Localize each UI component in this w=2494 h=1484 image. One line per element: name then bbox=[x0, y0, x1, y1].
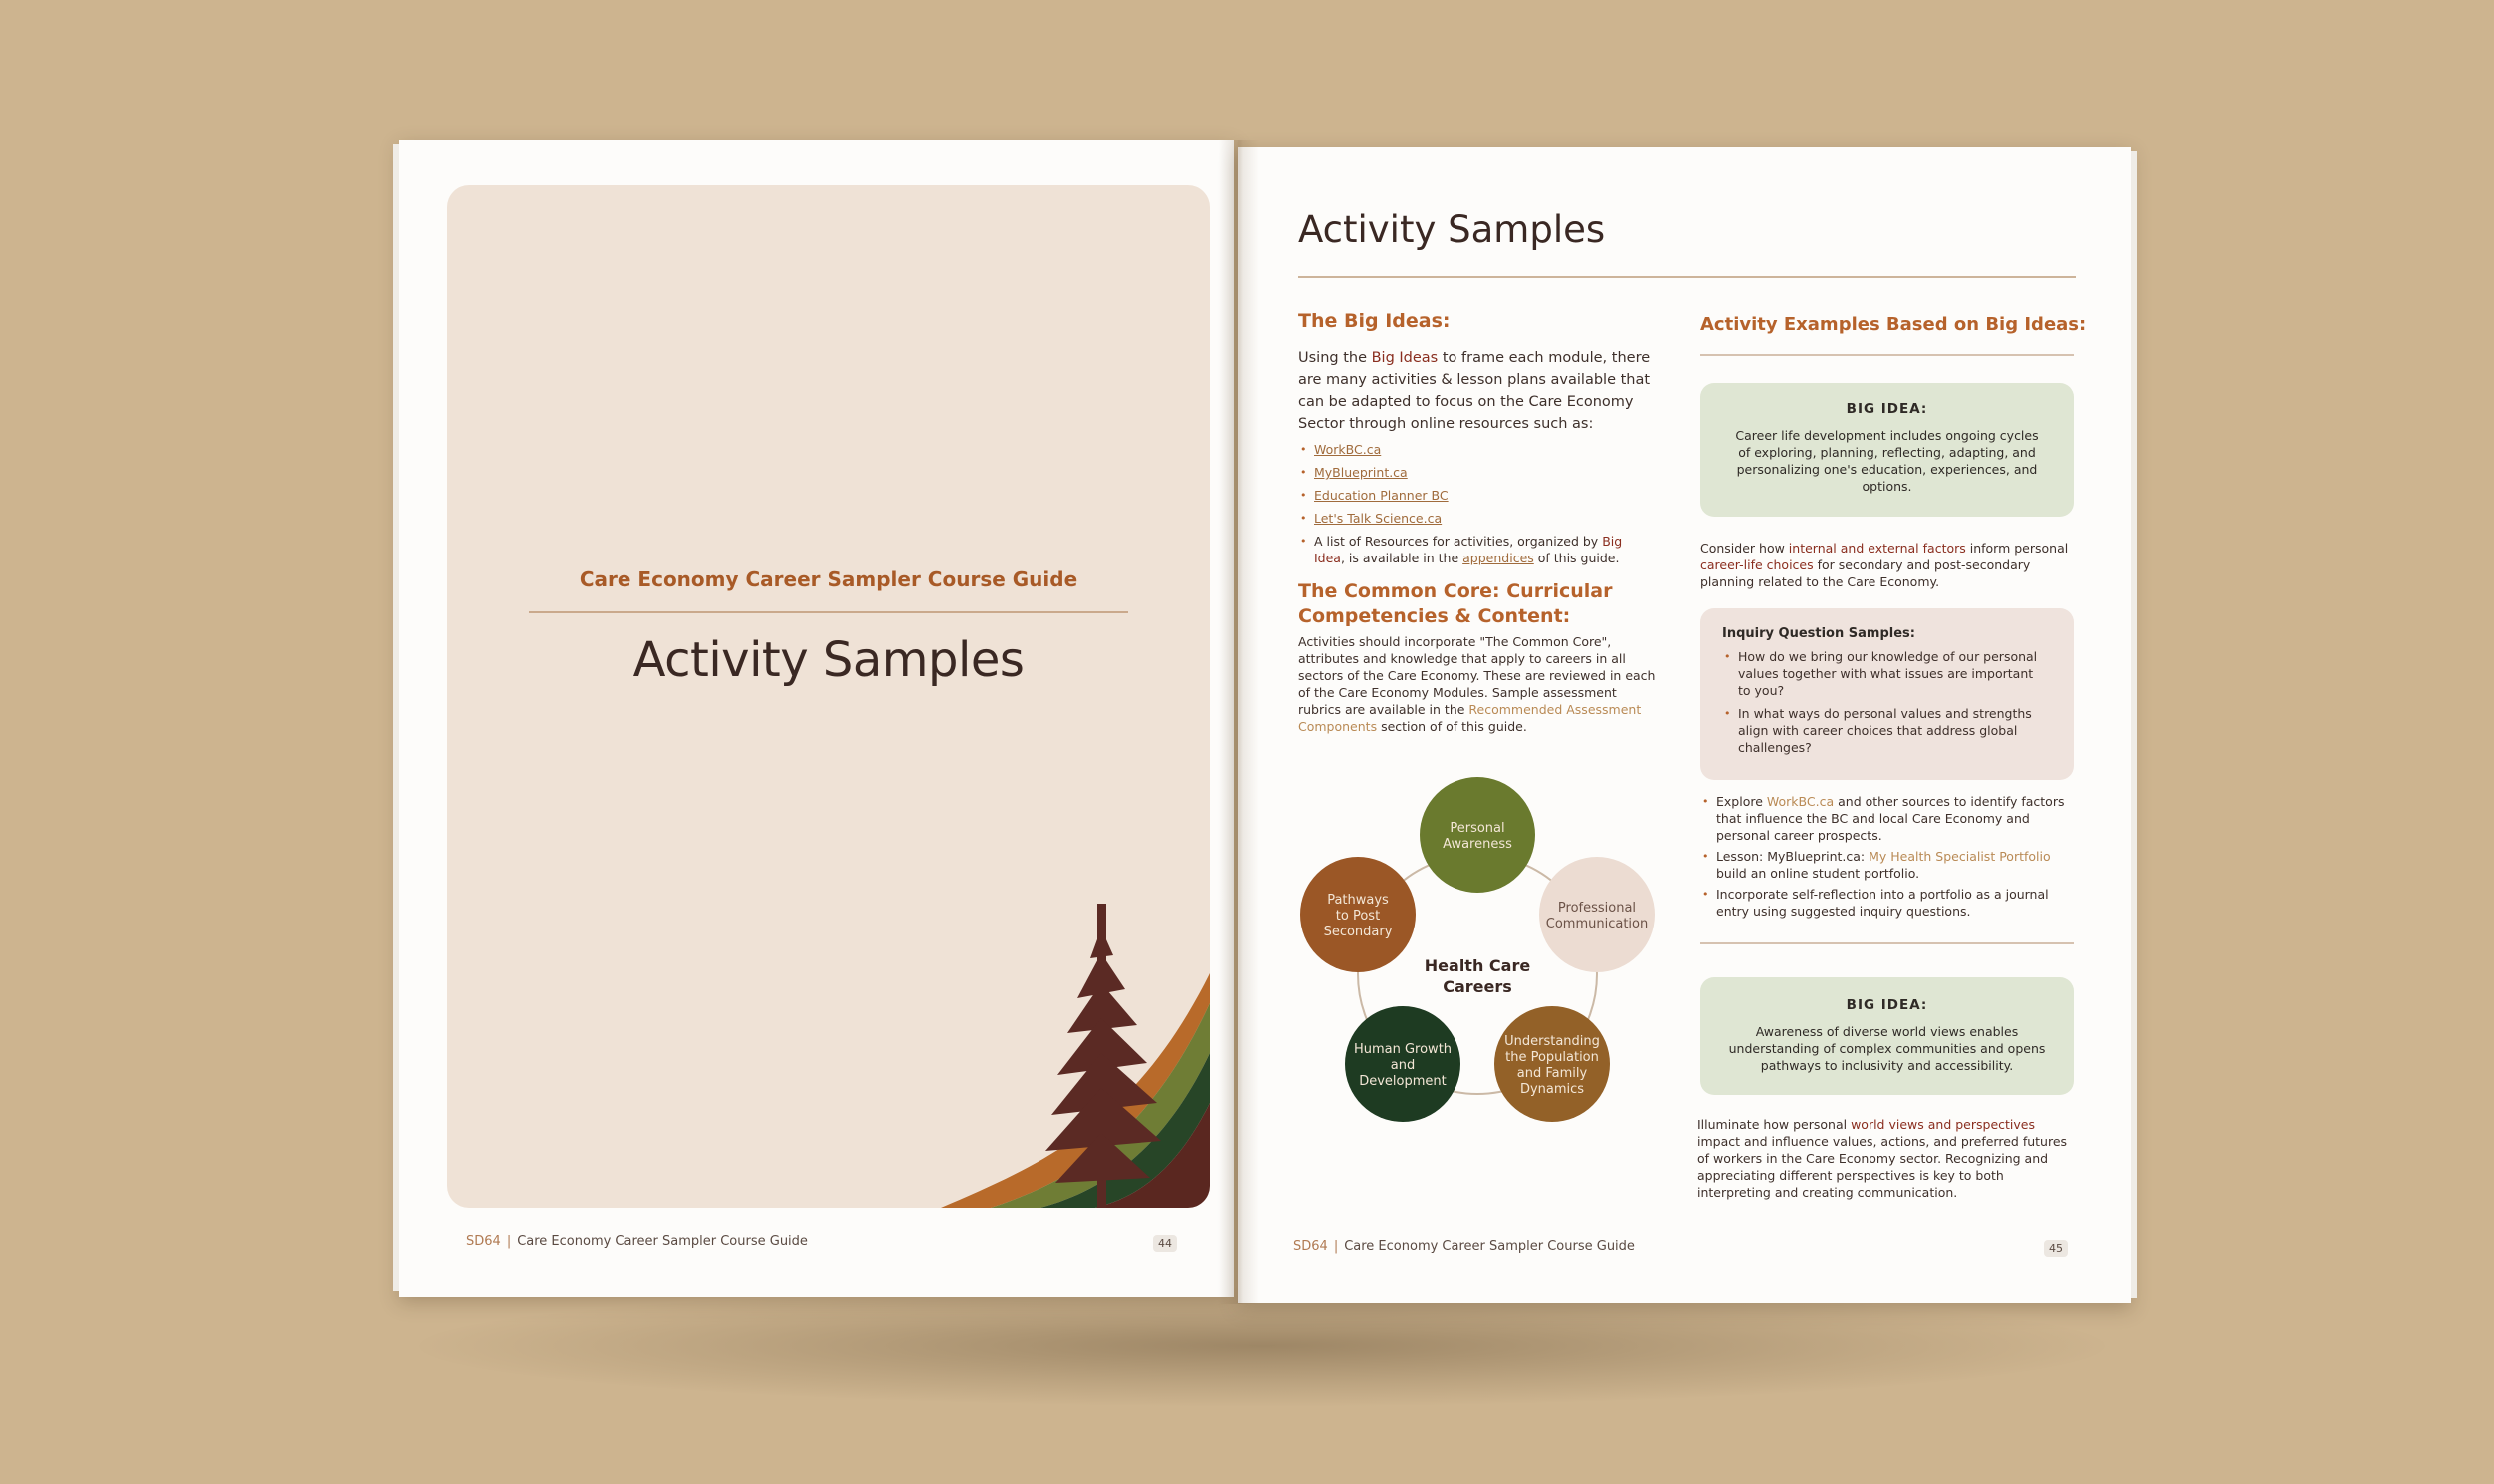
appendices-link[interactable]: appendices bbox=[1462, 551, 1534, 565]
right-footer bbox=[1293, 1239, 1635, 1254]
cover-panel bbox=[447, 186, 1210, 1208]
education-planner-link[interactable]: Education Planner BC bbox=[1314, 488, 1449, 503]
list-item bbox=[1700, 848, 2079, 882]
examples-heading: Activity Examples Based on Big Ideas: bbox=[1700, 314, 2087, 335]
text: impact and influence values, actions, and preferred futures of workers in the Care Economy sector. Recognizing and appreciating different perspectives is key to both interpreting and creating communication. bbox=[1697, 1134, 2068, 1200]
list-item bbox=[1298, 484, 1657, 507]
list-item bbox=[1298, 507, 1657, 530]
big-ideas-heading: The Big Ideas: bbox=[1298, 310, 1451, 332]
resource-links-list bbox=[1298, 438, 1657, 530]
page-edge bbox=[393, 144, 399, 1291]
text: build an online student portfolio. bbox=[1716, 866, 1920, 881]
footer-code: SD64 bbox=[466, 1234, 501, 1249]
common-core-text bbox=[1298, 633, 1662, 735]
text: Big Idea bbox=[1314, 534, 1623, 565]
footer-code: SD64 bbox=[1293, 1239, 1328, 1254]
myblueprint-link[interactable]: MyBlueprint.ca bbox=[1314, 465, 1408, 480]
health-care-careers-diagram bbox=[1278, 775, 1697, 1174]
big-ideas-link[interactable]: Big Ideas bbox=[1371, 350, 1439, 366]
text: A list of Resources for activities, organized by bbox=[1314, 534, 1603, 549]
inquiry-box bbox=[1700, 608, 2074, 780]
consider-text bbox=[1700, 540, 2079, 590]
diagram-node-label: Dynamics bbox=[1519, 1082, 1585, 1097]
divider bbox=[1700, 354, 2074, 356]
book-shadow bbox=[419, 1287, 2105, 1406]
big-idea-label: BIG IDEA: bbox=[1846, 401, 1928, 417]
text: world views and perspectives bbox=[1851, 1117, 2035, 1132]
portfolio-link[interactable]: My Health Specialist Portfolio bbox=[1869, 849, 2051, 864]
text: to frame each module, there are many activities & lesson plans available that can be adapted to focus on the Care Economy Sector through online resources such as: bbox=[1298, 350, 1651, 432]
big-idea-label: BIG IDEA: bbox=[1846, 997, 1928, 1013]
workbc-link[interactable]: WorkBC.ca bbox=[1766, 794, 1835, 809]
inquiry-heading: Inquiry Question Samples: bbox=[1722, 626, 1915, 641]
resources-note bbox=[1298, 533, 1657, 566]
activity-list bbox=[1700, 793, 2079, 920]
diagram-node-label: Communication bbox=[1545, 917, 1649, 931]
list-item bbox=[1298, 533, 1657, 566]
list-item bbox=[1700, 793, 2079, 844]
text: section of of this guide. bbox=[1377, 719, 1527, 734]
big-ideas-intro bbox=[1298, 347, 1657, 435]
common-core-heading: The Common Core: Curricular Competencies & Content: bbox=[1298, 580, 1613, 627]
diagram-node-label: Pathways bbox=[1327, 893, 1389, 908]
left-footer bbox=[466, 1234, 808, 1249]
page-number: 45 bbox=[2044, 1240, 2068, 1257]
diagram-node-label: Understanding bbox=[1504, 1034, 1600, 1049]
big-idea-box-1 bbox=[1700, 383, 2074, 517]
footer-title: Care Economy Career Sampler Course Guide bbox=[517, 1234, 808, 1249]
divider bbox=[1298, 276, 2076, 278]
text: and other sources to identify factors that influence the BC and local Care Economy and personal career prospects. bbox=[1716, 794, 2065, 843]
diagram-node-label: Professional bbox=[1557, 901, 1637, 916]
divider bbox=[529, 611, 1128, 613]
page-number: 44 bbox=[1153, 1235, 1177, 1252]
text: , is available in the bbox=[1340, 551, 1463, 565]
diagram-node-label: the Population bbox=[1505, 1050, 1599, 1065]
big-idea-box-2 bbox=[1700, 977, 2074, 1095]
list-item: • In what ways do personal values and strengths align with career choices that address global challenges? bbox=[1722, 705, 2046, 756]
tree-landscape-illustration bbox=[447, 186, 1210, 1208]
page-title: Activity Samples bbox=[1298, 208, 1606, 251]
illuminate-text bbox=[1697, 1116, 2081, 1201]
text: Explore bbox=[1716, 794, 1767, 809]
text: Lesson: MyBlueprint.ca: bbox=[1716, 849, 1870, 864]
list-item: • Incorporate self-reflection into a portfolio as a journal entry using suggested inquiry questions. bbox=[1700, 886, 2079, 920]
text: inform personal bbox=[1965, 541, 2069, 556]
workbc-link[interactable]: WorkBC.ca bbox=[1314, 442, 1382, 457]
text: Using the bbox=[1298, 350, 1372, 366]
lets-talk-science-link[interactable]: Let's Talk Science.ca bbox=[1314, 511, 1443, 526]
text: Illuminate how personal bbox=[1697, 1117, 1852, 1132]
assessment-components-link[interactable]: Recommended Assessment Components bbox=[1298, 702, 1642, 734]
cover-title: Activity Samples bbox=[632, 632, 1025, 688]
text: Activities should incorporate "The Common Core", attributes and knowledge that apply to careers in all sectors of the Care Economy. These are reviewed in each of the Care Economy Modules. Sample assessment rubrics are available in the bbox=[1298, 634, 1656, 717]
page-edge bbox=[2131, 151, 2137, 1298]
text: of this guide. bbox=[1533, 551, 1620, 565]
diagram-node-label: and Family bbox=[1516, 1066, 1588, 1081]
diagram-center-line-1: Health Care bbox=[1424, 956, 1531, 975]
text: internal and external factors bbox=[1788, 541, 1966, 556]
text: for secondary and post-secondary planning related to the Care Economy. bbox=[1700, 557, 2031, 589]
diagram-node-label: Secondary bbox=[1323, 925, 1393, 939]
text: Consider how bbox=[1700, 541, 1789, 556]
inquiry-list bbox=[1722, 648, 2046, 756]
list-item bbox=[1298, 438, 1657, 461]
diagram-node-label: to Post bbox=[1335, 909, 1381, 924]
footer-separator: | bbox=[506, 1234, 512, 1249]
diagram-node-label: Personal bbox=[1450, 821, 1505, 836]
footer-separator: | bbox=[1333, 1239, 1339, 1254]
footer-title: Care Economy Career Sampler Course Guide bbox=[1344, 1239, 1635, 1254]
diagram-node-label: Human Growth bbox=[1353, 1042, 1453, 1057]
text: career-life choices bbox=[1700, 557, 1814, 572]
big-idea-text: Career life development includes ongoing cycles of exploring, planning, reflecting, adapting, and personalizing one's education, experiences, and options. bbox=[1735, 428, 2039, 494]
right-page bbox=[1238, 147, 2131, 1303]
big-idea-text: Awareness of diverse world views enables understanding of complex communities and opens pathways to inclusivity and accessibility. bbox=[1728, 1024, 2046, 1073]
diagram-node-label: and bbox=[1390, 1058, 1416, 1073]
diagram-center-line-2: Careers bbox=[1443, 977, 1512, 996]
diagram-node-label: Development bbox=[1359, 1074, 1447, 1089]
diagram-node-label: Awareness bbox=[1443, 837, 1512, 852]
list-item: • How do we bring our knowledge of our personal values together with what issues are important to you? bbox=[1722, 648, 2046, 699]
list-item bbox=[1298, 461, 1657, 484]
left-page bbox=[399, 140, 1234, 1297]
divider bbox=[1700, 942, 2074, 944]
cover-kicker: Care Economy Career Sampler Course Guide bbox=[579, 567, 1078, 591]
